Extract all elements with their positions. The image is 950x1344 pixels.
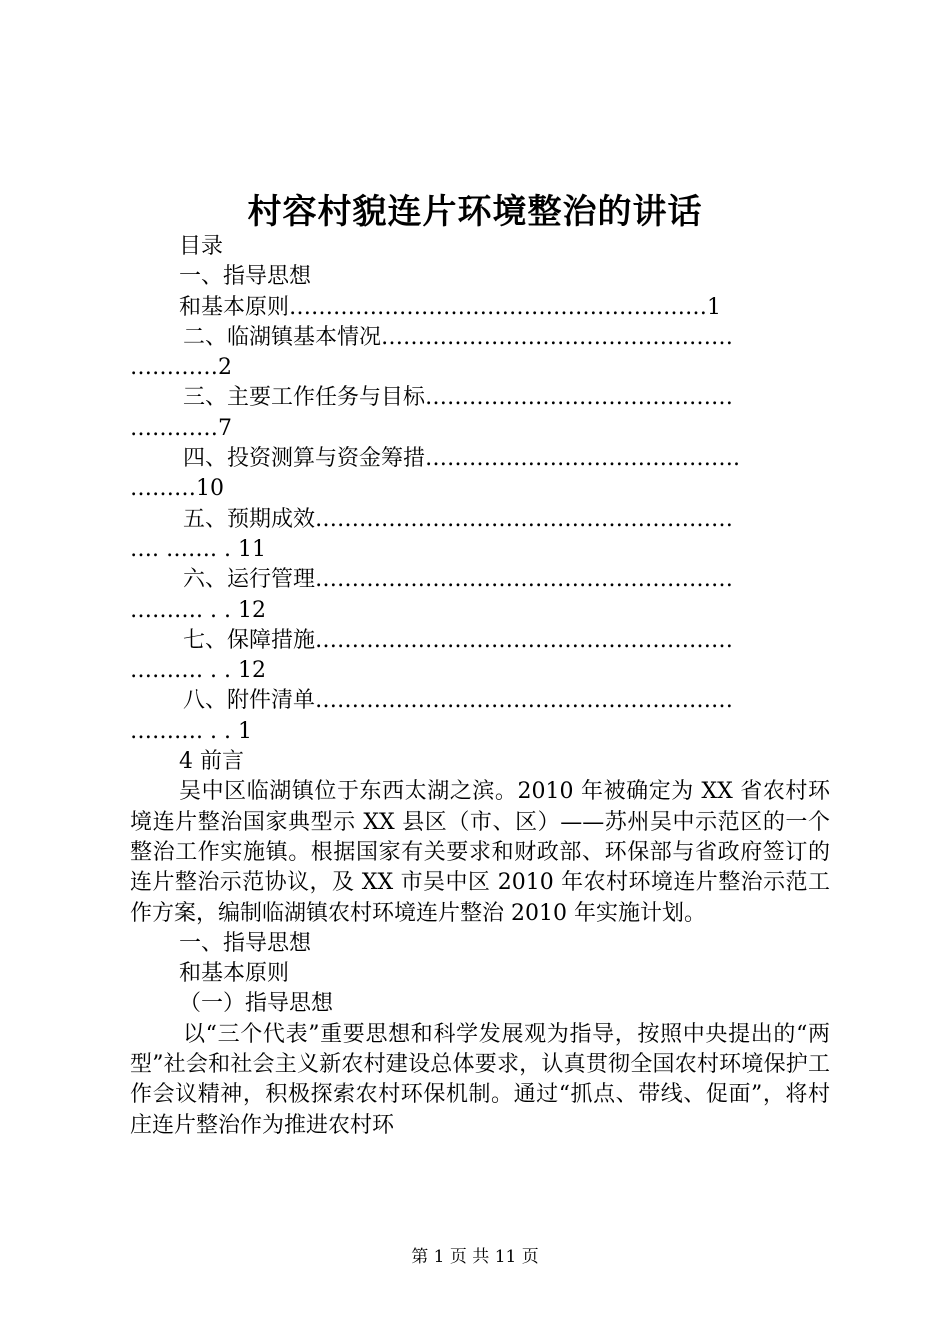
toc-item-1-line-2: 和基本原则…………………………………………………1 bbox=[179, 294, 721, 320]
toc-item-1-line-1: 一、指导思想 bbox=[179, 264, 312, 290]
toc-item-4-line-2: ………10 bbox=[130, 476, 224, 502]
toc-item-7-line-1: 七、保障措施………………………………………………… bbox=[183, 627, 734, 653]
toc-item-7-line-2: ………. . . 12 bbox=[130, 658, 266, 684]
subsection-1-heading: （一）指导思想 bbox=[179, 991, 334, 1017]
section-1-heading-line-1: 一、指导思想 bbox=[179, 930, 312, 956]
guiding-ideology-paragraph: 以“三个代表”重要思想和科学发展观为指导，按照中央提出的“两型”社会和社会主义新农村建设总体要求，认真贯彻全国农村环境保护工作会议精神，积极探索农村环保机制。通过“抓点、带线、促面”，将村庄连片整治作为推进农村环 bbox=[130, 1021, 830, 1138]
toc-item-8-line-2: ………. . . 1 bbox=[130, 718, 252, 744]
toc-item-5-line-2: …. ……. . 11 bbox=[130, 536, 266, 562]
toc-item-2-line-2: …………2 bbox=[130, 355, 232, 381]
preface-heading: 4 前言 bbox=[179, 749, 244, 775]
toc-item-3-line-1: 三、主要工作任务与目标…………………………………… bbox=[183, 385, 734, 411]
document-body bbox=[130, 232, 830, 1141]
toc-item-2-line-1: 二、临湖镇基本情况………………………………………… bbox=[183, 324, 734, 350]
toc-heading: 目录 bbox=[179, 234, 224, 259]
toc-item-6-line-1: 六、运行管理………………………………………………… bbox=[183, 567, 734, 593]
section-1-heading-line-2: 和基本原则 bbox=[179, 961, 290, 987]
toc-item-6-line-2: ………. . . 12 bbox=[130, 597, 266, 623]
toc-item-4-line-1: 四、投资测算与资金筹措……………………………………. bbox=[183, 446, 740, 472]
page-title: 村容村貌连片环境整治的讲话 bbox=[247, 192, 703, 232]
page-footer: 第 1 页 共 11 页 bbox=[411, 1247, 539, 1267]
toc-item-3-line-2: …………7 bbox=[130, 415, 232, 441]
intro-paragraph: 吴中区临湖镇位于东西太湖之滨。2010 年被确定为 XX 省农村环境连片整治国家典型示 XX 县区（市、区）——苏州吴中示范区的一个整治工作实施镇。根据国家有关要求和财政部、环保部与省政府签订的连片整治示范协议，及 XX 市吴中区 2010 年农村环境连片整治示范工作方案，编制临湖镇农村环境连片整治 2010 年实施计划。 bbox=[130, 779, 830, 926]
toc-item-8-line-1: 八、附件清单………………………………………………… bbox=[183, 688, 734, 714]
toc-item-5-line-1: 五、预期成效………………………………………………… bbox=[183, 506, 734, 532]
